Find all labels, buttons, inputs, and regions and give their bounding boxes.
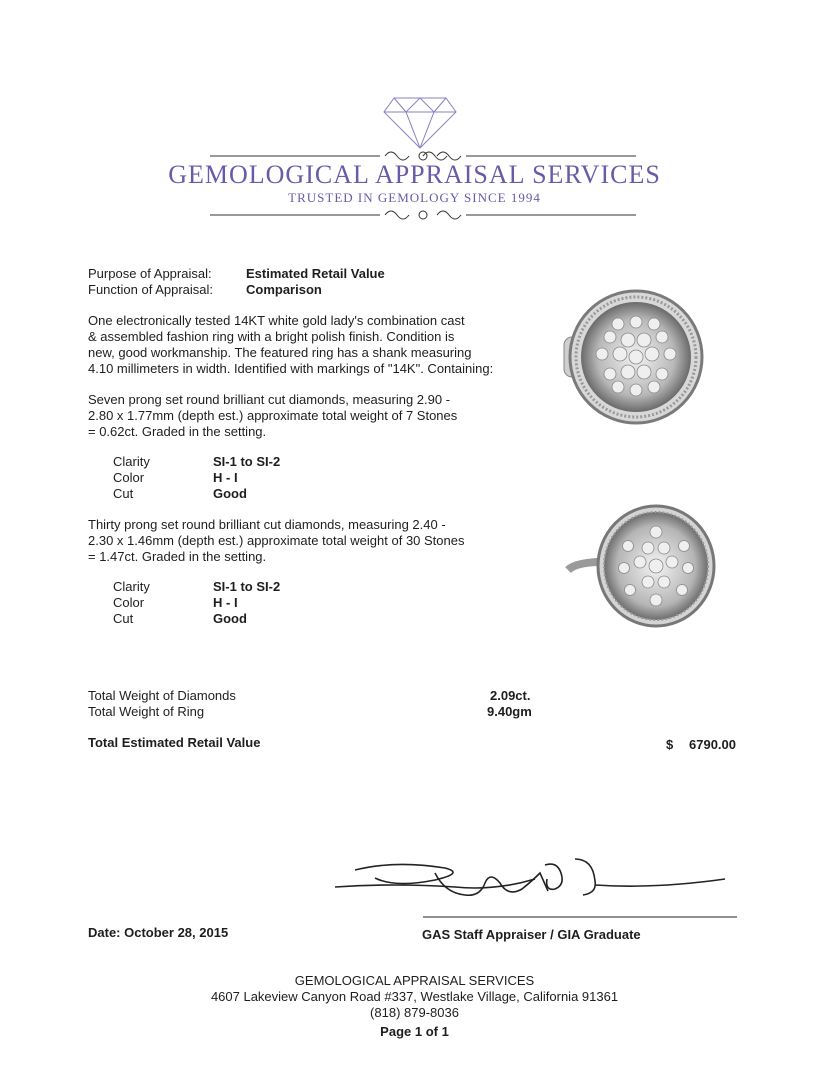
- grade-value-clarity: SI-1 to SI-2: [213, 454, 281, 469]
- stone-group-1-description: [88, 392, 518, 440]
- ring-description: [88, 313, 528, 377]
- stone-line: = 1.47ct. Graded in the setting.: [88, 549, 267, 564]
- footer-address: 4607 Lakeview Canyon Road #337, Westlake Village, California 91361: [210, 989, 619, 1004]
- stone-line: = 0.62ct. Graded in the setting.: [88, 424, 267, 439]
- ring-side-view-image: [558, 498, 718, 638]
- total-ring-weight-label: Total Weight of Ring: [88, 704, 205, 719]
- stone-line: Thirty prong set round brilliant cut diamonds, measuring 2.40 -: [88, 517, 446, 532]
- ring-top-view-image: [558, 282, 708, 432]
- function-value: Comparison: [246, 282, 322, 297]
- company-logo-title: GEMOLOGICAL APPRAISAL SERVICES: [168, 160, 661, 189]
- description-line: One electronically tested 14KT white gold lady's combination cast: [88, 313, 465, 328]
- bottom-ornament-divider: [210, 205, 636, 227]
- grade-label-color: Color: [113, 470, 145, 485]
- grade-label-clarity: Clarity: [113, 454, 150, 469]
- purpose-label: Purpose of Appraisal:: [88, 266, 212, 281]
- stone-line: 2.30 x 1.46mm (depth est.) approximate total weight of 30 Stones: [88, 533, 465, 548]
- total-ring-weight-value: 9.40gm: [487, 704, 532, 719]
- grade-value-clarity: SI-1 to SI-2: [213, 579, 281, 594]
- company-tagline: TRUSTED IN GEMOLOGY SINCE 1994: [288, 190, 541, 205]
- grade-label-clarity: Clarity: [113, 579, 150, 594]
- description-line: & assembled fashion ring with a bright polish finish. Condition is: [88, 329, 455, 344]
- grade-value-color: H - I: [213, 595, 238, 610]
- diamond-logo-icon: [380, 92, 460, 152]
- description-line: new, good workmanship. The featured ring has a shank measuring: [88, 345, 472, 360]
- total-diamond-weight-value: 2.09ct.: [490, 688, 531, 703]
- function-label: Function of Appraisal:: [88, 282, 214, 297]
- appraiser-signature: [335, 855, 745, 925]
- grade-label-cut: Cut: [113, 486, 134, 501]
- grade-value-color: H - I: [213, 470, 238, 485]
- stone-line: 2.80 x 1.77mm (depth est.) approximate total weight of 7 Stones: [88, 408, 458, 423]
- purpose-value: Estimated Retail Value: [246, 266, 385, 281]
- stone-group-2-description: [88, 517, 518, 565]
- appraisal-date: Date: October 28, 2015: [88, 925, 229, 940]
- grade-value-cut: Good: [213, 486, 247, 501]
- total-retail-value: 6790.00: [689, 737, 736, 752]
- page-number: Page 1 of 1: [380, 1024, 449, 1039]
- grade-label-color: Color: [113, 595, 145, 610]
- currency-symbol: $: [666, 737, 674, 752]
- footer-phone: (818) 879-8036: [370, 1005, 459, 1020]
- description-line: 4.10 millimeters in width. Identified with markings of "14K". Containing:: [88, 361, 494, 376]
- total-retail-value-label: Total Estimated Retail Value: [88, 735, 261, 750]
- stone-line: Seven prong set round brilliant cut diamonds, measuring 2.90 -: [88, 392, 451, 407]
- grade-value-cut: Good: [213, 611, 247, 626]
- appraiser-title: GAS Staff Appraiser / GIA Graduate: [422, 927, 641, 942]
- grade-label-cut: Cut: [113, 611, 134, 626]
- footer-company: GEMOLOGICAL APPRAISAL SERVICES: [294, 973, 535, 988]
- total-diamond-weight-label: Total Weight of Diamonds: [88, 688, 236, 703]
